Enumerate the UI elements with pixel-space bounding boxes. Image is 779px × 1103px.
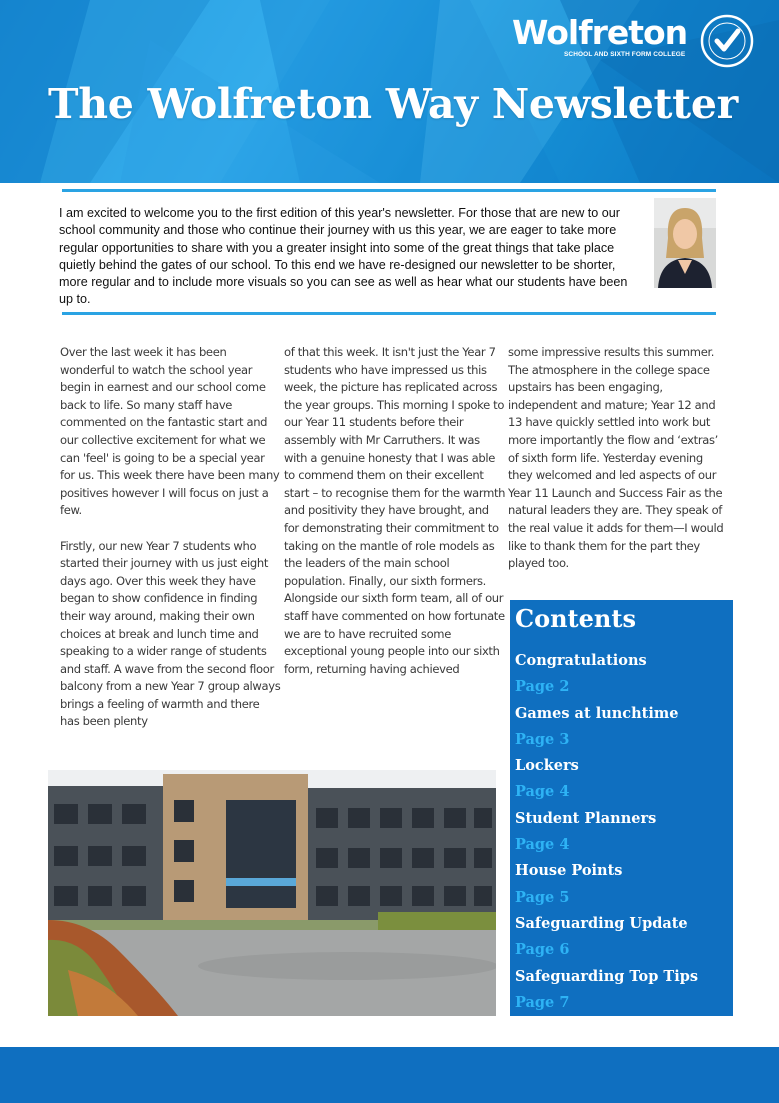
contents-item[interactable] xyxy=(515,806,698,859)
school-logo-subtitle: SCHOOL AND SIXTH FORM COLLEGE xyxy=(564,51,686,58)
article-paragraph: of that this week. It isn't just the Year 7 students who have impressed us this week, the picture has replicated across the year groups. This morning I spoke to our Year 11 students before their assembly with Mr Carruthers. It was with a genuine honesty that I was able to commend them on their excellent start – to recognise them for the warmth and positivity they have brought, and for demonstrating their commitment to taking on the mantle of role models as the leaders of the main school population. Finally, our sixth formers. Alongside our sixth form team, all of our staff have commented on how fortunate we are to have recruited some exceptional young people into our sixth form, returning having achieved xyxy=(284,345,506,676)
contents-item-title: Student Planners xyxy=(515,809,657,827)
contents-item-page: Page 6 xyxy=(515,941,570,959)
school-crest-icon xyxy=(700,14,754,68)
contents-panel xyxy=(510,600,733,1016)
divider-top xyxy=(62,189,716,192)
contents-item-page: Page 4 xyxy=(515,836,570,854)
contents-item[interactable] xyxy=(515,964,698,1017)
contents-item-title: Safeguarding Update xyxy=(515,914,688,932)
contents-item[interactable] xyxy=(515,753,698,806)
newsletter-title: The Wolfreton Way Newsletter xyxy=(48,80,738,128)
masthead xyxy=(0,0,779,183)
contents-item[interactable] xyxy=(515,701,698,754)
contents-item[interactable] xyxy=(515,858,698,911)
contents-item-title: House Points xyxy=(515,862,623,880)
contents-item-page: Page 3 xyxy=(515,730,570,748)
headteacher-portrait xyxy=(654,198,716,288)
intro-paragraph: I am excited to welcome you to the first edition of this year's newsletter. For those that are new to our school community and those who continue their journey with us this year, we are eager to take more regular opportunities to share with you a greater insight into some of the great things that take place quietly behind the gates of our school. To this end we have re-designed our newsletter to be shorter, more regular and to include more visuals so you can see as well as hear what our students have been up to. xyxy=(59,206,628,307)
school-logo-name: Wolfreton xyxy=(512,13,688,52)
contents-item[interactable] xyxy=(515,648,698,701)
school-building-photo xyxy=(48,770,496,1016)
contents-item-title: Safeguarding Top Tips xyxy=(515,967,699,985)
contents-item-page: Page 2 xyxy=(515,678,570,696)
article-paragraph: Over the last week it has been wonderful to watch the school year begin in earnest and our school come back to life. So many staff have commented on the fantastic start and our collective excitement for what we can 'feel' is going to be a special year for us. This week there have been many positives however I will focus on just a few. xyxy=(60,345,280,518)
contents-item-page: Page 4 xyxy=(515,783,570,801)
article-column-1 xyxy=(60,344,282,731)
article-column-3 xyxy=(508,344,730,573)
divider-bottom xyxy=(62,312,716,315)
article-paragraph: some impressive results this summer. The atmosphere in the college space upstairs has been engaging, independent and mature; Year 12 and 13 have quickly settled into work but more importantly the flow and ‘extras’ of sixth form life. Yesterday evening they welcomed and led aspects of our Year 11 Launch and Success Fair as the natural leaders they are. They speak of the real value it adds for them—I would like to thank them for the part they played too. xyxy=(508,345,724,571)
article-column-2 xyxy=(284,344,506,678)
article-paragraph: Firstly, our new Year 7 students who started their journey with us just eight days ago. Over this week they have began to show confidence in finding their way around, making their own choices at break and lunch time and speaking to a wider range of students and staff. A wave from the second floor balcony from a new Year 7 group always brings a feeling of warmth and there has been plenty xyxy=(60,538,281,729)
contents-item-page: Page 7 xyxy=(515,993,570,1011)
contents-list xyxy=(515,648,698,1016)
footer-bar xyxy=(0,1047,779,1103)
contents-item-title: Games at lunchtime xyxy=(515,704,679,722)
contents-item-title: Congratulations xyxy=(515,652,647,669)
contents-item-page: Page 5 xyxy=(515,888,570,906)
contents-heading: Contents xyxy=(515,604,636,633)
contents-item-title: Lockers xyxy=(515,757,579,775)
contents-item[interactable] xyxy=(515,911,698,964)
